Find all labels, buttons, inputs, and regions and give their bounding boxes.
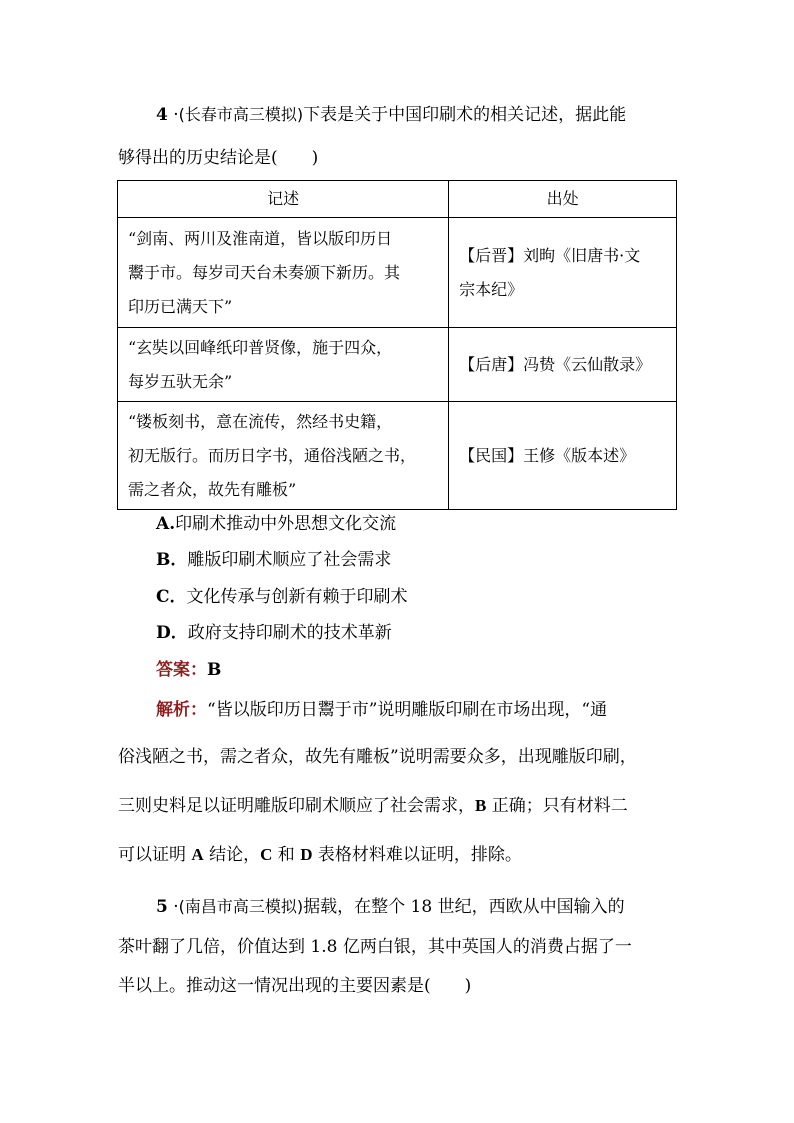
source-line: 【后唐】冯贽《云仙散录》 bbox=[459, 354, 652, 374]
q5-number: 5 bbox=[156, 897, 168, 917]
q4-source: (长春市高三模拟) bbox=[178, 105, 304, 124]
option-c bbox=[156, 586, 408, 608]
record-line: “玄奘以回峰纸印普贤像，施于四众， bbox=[128, 337, 393, 357]
record-line: 鬻于市。每岁司天台未奏颁下新历。其 bbox=[128, 262, 401, 282]
source-cell bbox=[449, 218, 677, 328]
record-cell bbox=[118, 328, 449, 402]
analysis-text-4c: 结论， bbox=[203, 845, 261, 865]
analysis-text-4e: 和 bbox=[272, 845, 301, 865]
option-text: 印刷术推动中外思想文化交流 bbox=[175, 514, 397, 534]
q5-source: (南昌市高三模拟) bbox=[178, 897, 304, 916]
option-text: 雕版印刷术顺应了社会需求 bbox=[187, 550, 392, 570]
record-line: 每岁五驮无余” bbox=[128, 371, 233, 391]
analysis-label: 解析： bbox=[156, 700, 207, 720]
q5-stem-line3: 半以上。推动这一情况出现的主要因素是( ) bbox=[118, 976, 472, 996]
analysis-text-4a: 可以证明 bbox=[118, 845, 192, 865]
q4-sep: · bbox=[173, 105, 179, 125]
analysis-text-1: “皆以版印历日鬻于市”说明雕版印刷在市场出现，“通 bbox=[207, 700, 608, 720]
analysis-line4 bbox=[118, 844, 522, 866]
analysis-text-4d: C bbox=[260, 845, 273, 864]
analysis-text-3a: 三则史料足以证明雕版印刷术顺应了社会需求， bbox=[118, 796, 475, 816]
option-d bbox=[156, 622, 392, 644]
analysis-text-4f: D bbox=[300, 845, 313, 864]
answer-label: 答案： bbox=[156, 660, 207, 680]
source-cell bbox=[449, 402, 677, 510]
record-line: “剑南、两川及淮南道，皆以版印历日 bbox=[128, 228, 393, 248]
source-line: 【后晋】刘昫《旧唐书·文 bbox=[459, 245, 641, 265]
option-text: 政府支持印刷术的技术革新 bbox=[187, 623, 392, 643]
option-text: 文化传承与创新有赖于印刷术 bbox=[186, 587, 408, 607]
answer-value: B bbox=[207, 660, 222, 680]
q5-text-1: 据载，在整个 18 世纪，西欧从中国输入的 bbox=[303, 897, 625, 917]
record-line: “镂板刻书，意在流传，然经书史籍， bbox=[128, 411, 393, 431]
record-line: 初无版行。而历日字书，通俗浅陋之书， bbox=[128, 445, 417, 465]
option-a bbox=[156, 513, 396, 535]
records-table bbox=[117, 180, 677, 510]
analysis-line2: 俗浅陋之书，需之者众，故先有雕板”说明需要众多，出现雕版印刷， bbox=[118, 747, 637, 767]
header-record: 记述 bbox=[118, 181, 449, 218]
option-letter: B． bbox=[156, 550, 188, 570]
source-cell bbox=[449, 328, 677, 402]
option-b bbox=[156, 549, 391, 571]
analysis-line3 bbox=[118, 795, 628, 817]
q4-stem-line2: 够得出的历史结论是( ) bbox=[118, 148, 319, 168]
analysis-text-3c: 正确；只有材料二 bbox=[486, 796, 628, 816]
analysis-text-4g: 表格材料难以证明，排除。 bbox=[312, 845, 522, 865]
analysis-text-3b: B bbox=[475, 796, 487, 815]
answer-line bbox=[156, 659, 221, 681]
q5-stem-line2: 茶叶翻了几倍，价值达到 1.8 亿两白银，其中英国人的消费占据了一 bbox=[118, 937, 632, 957]
table-row bbox=[118, 328, 677, 402]
q5-stem-line1 bbox=[156, 896, 625, 918]
table-header-row bbox=[118, 181, 677, 218]
table-row bbox=[118, 218, 677, 328]
q4-stem-text-1: 下表是关于中国印刷术的相关记述，据此能 bbox=[303, 105, 627, 125]
q4-number: 4 bbox=[156, 105, 168, 125]
option-letter: C． bbox=[156, 587, 187, 607]
record-cell bbox=[118, 402, 449, 510]
q4-stem-line1 bbox=[156, 104, 626, 126]
record-cell bbox=[118, 218, 449, 328]
option-letter: D． bbox=[156, 623, 188, 643]
source-line: 宗本纪》 bbox=[459, 279, 524, 299]
table-row bbox=[118, 402, 677, 510]
option-letter: A. bbox=[156, 514, 176, 534]
source-line: 【民国】王修《版本述》 bbox=[459, 445, 636, 465]
record-line: 印历已满天下” bbox=[128, 296, 233, 316]
header-source: 出处 bbox=[449, 181, 677, 218]
analysis-line1 bbox=[156, 699, 607, 721]
record-line: 需之者众，故先有雕板” bbox=[128, 479, 297, 499]
q5-sep: · bbox=[173, 897, 179, 917]
analysis-text-4b: A bbox=[191, 845, 204, 864]
